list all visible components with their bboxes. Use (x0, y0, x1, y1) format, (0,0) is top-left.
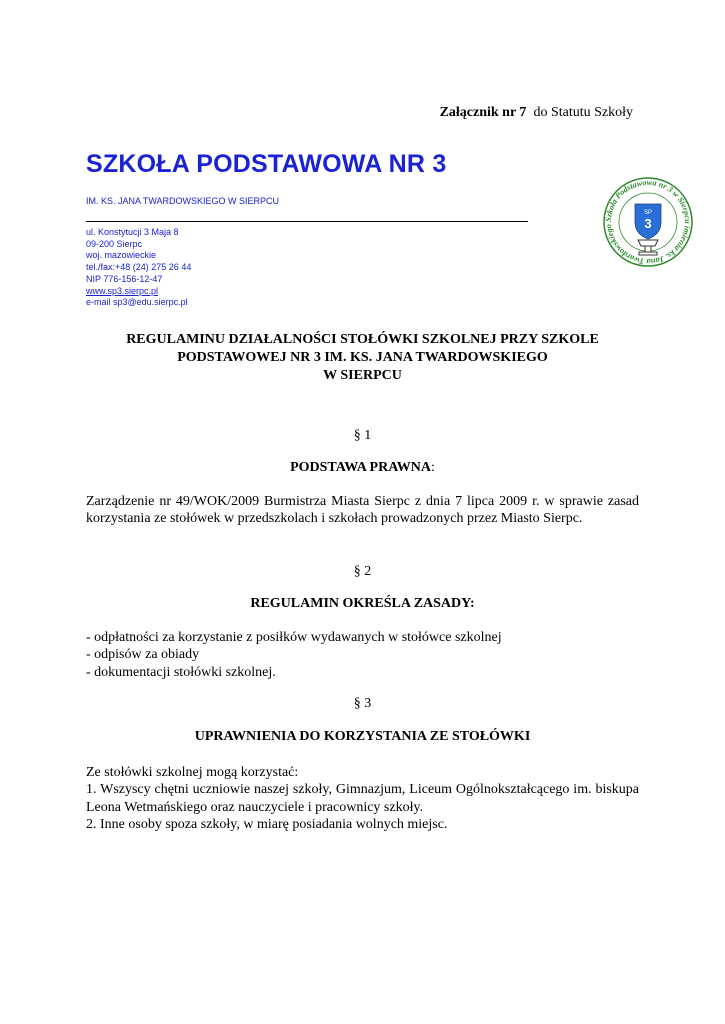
attachment-rest: do Statutu Szkoły (533, 105, 633, 120)
list-item: - odpłatności za korzystanie z posiłków wydawanych w stołówce szkolnej (86, 630, 502, 645)
list-item: 1. Wszyscy chętni uczniowie naszej szkoły, Gimnazjum, Liceum Ogólnokształcącego im. biskupa Leona Wetmańskiego oraz nauczyciele i pracownicy szkoły. (86, 782, 639, 815)
section-1-number: § 1 (353, 428, 372, 443)
list-item: - dokumentacji stołówki szkolnej. (86, 664, 276, 680)
header-divider (86, 221, 528, 222)
logo-badge-text: SP (643, 210, 653, 216)
school-patron: IM. KS. JANA TWARDOWSKIEGO W SIERPCU (86, 196, 280, 206)
address-line: tel./fax:+48 (24) 275 26 44 (86, 262, 192, 273)
logo-pedestal-icon (638, 240, 658, 246)
title-line: PODSTAWOWEJ NR 3 IM. KS. JANA TWARDOWSKIEGO (177, 350, 548, 365)
logo-column (645, 246, 651, 252)
title-line: REGULAMINU DZIAŁALNOŚCI STOŁÓWKI SZKOLNEJ PRZY SZKOLE (126, 332, 599, 347)
section-2-number: § 2 (353, 564, 372, 579)
section-2-list (86, 629, 639, 681)
section-2-title: REGULAMIN OKREŚLA ZASADY: (250, 596, 475, 611)
list-item: - odpisów za obiady (86, 647, 200, 663)
section-3-body (86, 764, 639, 833)
section-3-title: UPRAWNIENIA DO KORZYSTANIA ZE STOŁÓWKI (194, 729, 531, 744)
section-3-intro: Ze stołówki szkolnej mogą korzystać: (86, 765, 299, 780)
attachment-note (440, 105, 633, 121)
section-3-number: § 3 (353, 696, 372, 711)
document-title (86, 331, 639, 385)
section-1-body: Zarządzenie nr 49/WOK/2009 Burmistrza Miasta Sierpc z dnia 7 lipca 2009 r. w sprawie zasad korzystania ze stołówek w przedszkolach i szkołach prowadzonych przez Miasto Sierpc. (86, 494, 639, 527)
title-line: W SIERPCU (323, 368, 402, 383)
address-line: NIP 776-156-12-47 (86, 273, 163, 284)
school-address (86, 227, 191, 309)
school-logo (602, 176, 694, 268)
address-line: woj. mazowieckie (86, 250, 157, 261)
attachment-label: Załącznik nr 7 (439, 105, 527, 120)
list-item: 2. Inne osoby spoza szkoły, w miarę posiadania wolnych miejsc. (86, 816, 448, 832)
logo-base (639, 252, 657, 255)
logo-ring-text: Szkoła Podstawowa nr 3 w Sierpcu imienia ks. Jana Twardowskiego (603, 177, 693, 267)
section-1-title: PODSTAWA PRAWNA: (290, 460, 435, 475)
email-line: e-mail sp3@edu.sierpc.pl (86, 297, 188, 308)
address-line: 09-200 Sierpc (86, 238, 143, 249)
logo-number: 3 (644, 216, 652, 231)
address-line: ul. Konstytucji 3 Maja 8 (86, 227, 179, 237)
school-name: SZKOŁA PODSTAWOWA NR 3 (86, 150, 447, 178)
website-link[interactable]: www.sp3.sierpc.pl (86, 285, 159, 296)
